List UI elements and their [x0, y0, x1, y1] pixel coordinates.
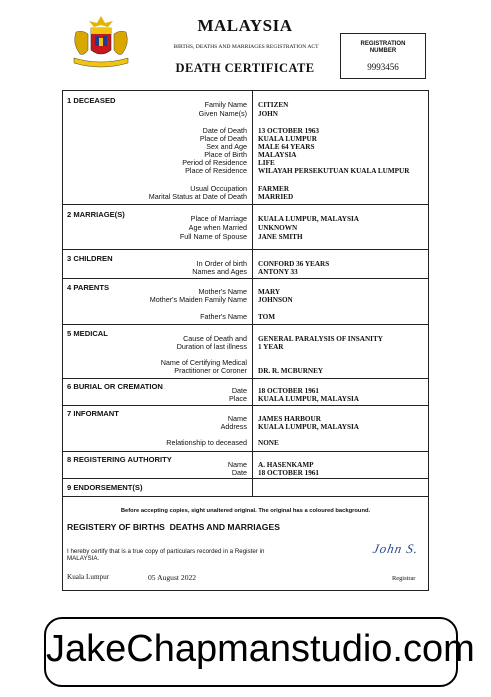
value-mother-maiden-name: JOHNSON	[258, 296, 293, 304]
label-informant-name: Name	[227, 414, 247, 423]
value-cause-of-death: GENERAL PARALYSIS OF INSANITY	[258, 335, 383, 343]
section-children-heading: 3 CHILDREN	[67, 254, 113, 263]
value-place-of-marriage: KUALA LUMPUR, MALAYSIA	[258, 215, 359, 223]
value-place-of-death: KUALA LUMPUR	[258, 135, 317, 143]
label-order-of-birth: In Order of birth	[196, 259, 247, 268]
label-place-of-birth: Place of Birth	[204, 150, 247, 159]
issue-date: 05 August 2022	[148, 573, 197, 582]
value-duration-illness: 1 YEAR	[258, 343, 284, 351]
label-certifying-medical: Name of Certifying Medical	[160, 358, 247, 367]
value-burial-date: 18 OCTOBER 1961	[258, 387, 319, 395]
value-occupation: FARMER	[258, 185, 290, 193]
issue-place: Kuala Lumpur	[67, 573, 110, 581]
value-place-of-residence: WILAYAH PERSEKUTUAN KUALA LUMPUR	[258, 167, 410, 175]
certification-statement: I hereby certify that is a true copy of particulars recorded in a Register in MALAYSIA.	[67, 548, 265, 563]
label-father-name: Father's Name	[200, 312, 247, 321]
value-family-name: CITIZEN	[258, 101, 289, 109]
divider	[62, 204, 428, 205]
value-spouse: JANE SMITH	[258, 233, 303, 241]
label-burial-place: Place	[229, 394, 247, 403]
value-certifying-practitioner: DR. R. MCBURNEY	[258, 367, 324, 375]
value-marital-status: MARRIED	[258, 193, 294, 201]
section-marriage-heading: 2 MARRIAGE(S)	[67, 210, 125, 219]
divider	[62, 249, 428, 250]
value-period-of-residence: LIFE	[258, 159, 275, 167]
value-child-1: CONFORD 36 YEARS	[258, 260, 330, 268]
watermark-banner	[44, 617, 475, 687]
act-title: BIRTHS, DEATHS AND MARRIAGES REGISTRATION ACT	[173, 44, 319, 50]
section-informant-heading: 7 INFORMANT	[67, 409, 119, 418]
label-age-married: Age when Married	[188, 223, 247, 232]
label-place-of-death: Place of Death	[199, 134, 247, 143]
value-place-of-birth: MALAYSIA	[258, 151, 297, 159]
value-relationship: NONE	[258, 439, 279, 447]
original-notice: Before accepting copies, sight unaltered original. The original has a coloured background.	[120, 508, 371, 514]
registrar-signature: John S.	[371, 541, 420, 556]
value-informant-name: JAMES HARBOUR	[258, 415, 321, 423]
label-practitioner-coroner: Practitioner or Coroner	[174, 366, 247, 375]
divider	[62, 451, 428, 452]
label-marital-status: Marital Status at Date of Death	[148, 192, 247, 201]
document-title: DEATH CERTIFICATE	[175, 61, 315, 75]
section-burial-heading: 6 BURIAL OR CREMATION	[67, 382, 163, 391]
label-informant-address: Address	[220, 422, 247, 431]
label-place-of-marriage: Place of Marriage	[190, 214, 247, 223]
section-deceased-heading: 1 DECEASED	[67, 96, 116, 105]
divider	[62, 405, 428, 406]
label-spouse: Full Name of Spouse	[179, 232, 247, 241]
section-medical-heading: 5 MEDICAL	[67, 329, 108, 338]
value-burial-place: KUALA LUMPUR, MALAYSIA	[258, 395, 359, 403]
section-registering-authority-heading: 8 REGISTERING AUTHORITY	[67, 455, 172, 464]
value-registrar-name: A. HASENKAMP	[258, 461, 314, 469]
value-given-names: JOHN	[258, 110, 278, 118]
label-period-of-residence: Period of Residence	[182, 158, 247, 167]
label-sex-age: Sex and Age	[206, 142, 247, 151]
value-date-of-death: 13 OCTOBER 1963	[258, 127, 319, 135]
value-informant-address: KUALA LUMPUR, MALAYSIA	[258, 423, 359, 431]
label-given-names: Given Name(s)	[198, 109, 247, 118]
country-title: MALAYSIA	[197, 16, 293, 35]
label-family-name: Family Name	[204, 100, 247, 109]
label-mother-name: Mother's Name	[198, 287, 247, 296]
label-occupation: Usual Occupation	[190, 184, 247, 193]
registry-title: REGISTERY OF BIRTHS DEATHS AND MARRIAGES	[67, 522, 280, 532]
label-duration-illness: Duration of last illness	[176, 342, 247, 351]
divider	[62, 278, 428, 279]
label-mother-maiden-name: Mother's Maiden Family Name	[149, 295, 247, 304]
divider	[62, 478, 428, 479]
value-child-2: ANTONY 33	[258, 268, 298, 276]
label-names-ages: Names and Ages	[192, 267, 247, 276]
registrar-label: Registrar	[392, 575, 416, 582]
watermark-text: JakeChapmanstudio.com	[46, 628, 475, 670]
label-registrar-name: Name	[227, 460, 247, 469]
divider	[62, 378, 428, 379]
column-divider	[252, 90, 253, 496]
section-endorsements-heading: 9 ENDORSEMENT(S)	[67, 483, 143, 492]
label-burial-date: Date	[231, 386, 247, 395]
label-registration-date: Date	[231, 468, 247, 477]
registration-number: 9993456	[367, 62, 399, 72]
divider	[62, 324, 428, 325]
registration-label: REGISTRATION NUMBER	[360, 41, 406, 54]
label-cause-of-death: Cause of Death and	[183, 334, 247, 343]
value-father-name: TOM	[258, 313, 276, 321]
value-mother-name: MARY	[258, 288, 281, 296]
value-age-married: UNKNOWN	[258, 224, 298, 232]
registration-box	[340, 33, 426, 79]
label-place-of-residence: Place of Residence	[185, 166, 247, 175]
coat-of-arms-emblem	[66, 14, 136, 72]
label-date-of-death: Date of Death	[202, 126, 247, 135]
label-relationship: Relationship to deceased	[166, 438, 247, 447]
section-parents-heading: 4 PARENTS	[67, 283, 110, 292]
value-registration-date: 18 OCTOBER 1961	[258, 469, 319, 477]
divider	[62, 496, 428, 497]
value-sex-age: MALE 64 YEARS	[258, 143, 315, 151]
